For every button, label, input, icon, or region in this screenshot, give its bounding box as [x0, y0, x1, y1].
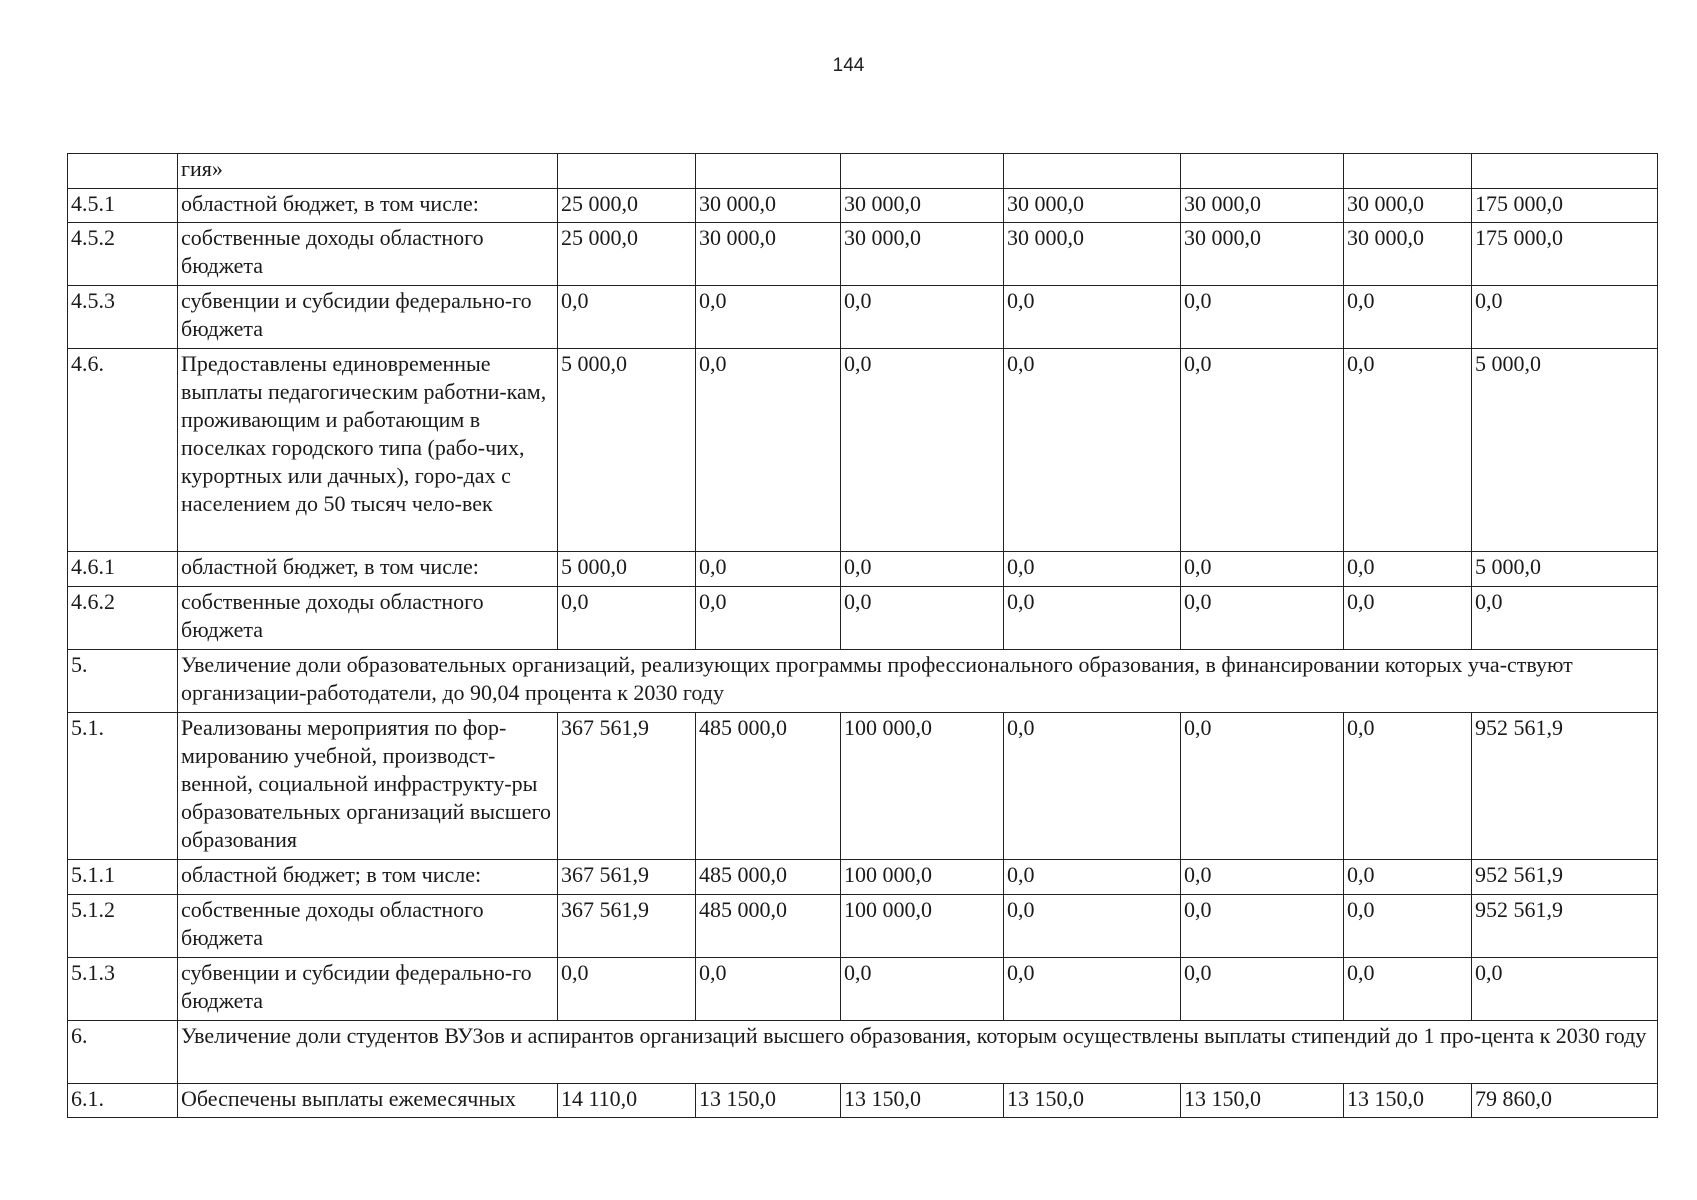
year-value-cell: 485 000,0 — [696, 860, 841, 895]
table-row — [68, 154, 1658, 189]
year-value-cell: 0,0 — [1344, 349, 1472, 552]
year-value-cell: 367 561,9 — [558, 860, 696, 895]
year-value-cell: 0,0 — [558, 587, 696, 650]
year-value-cell: 0,0 — [1181, 860, 1344, 895]
row-description-cell: субвенции и субсидии федерально-го бюджета — [178, 958, 558, 1021]
year-value-cell: 25 000,0 — [558, 189, 696, 223]
goal-row — [68, 1021, 1658, 1084]
row-code-cell: 5.1.1 — [68, 860, 178, 895]
year-value-cell — [841, 154, 1004, 189]
year-value-cell: 100 000,0 — [841, 713, 1004, 860]
year-value-cell: 0,0 — [1004, 860, 1181, 895]
year-value-cell: 30 000,0 — [1181, 223, 1344, 286]
page-number: 144 — [832, 55, 865, 76]
table-body — [68, 154, 1658, 1118]
year-value-cell — [696, 154, 841, 189]
year-value-cell: 0,0 — [1004, 552, 1181, 587]
year-value-cell: 0,0 — [1004, 895, 1181, 958]
table-row — [68, 587, 1658, 650]
row-description-cell: областной бюджет, в том числе: — [178, 189, 558, 223]
budget-table — [67, 153, 1658, 1118]
row-description-cell: субвенции и субсидии федерально-го бюджета — [178, 286, 558, 349]
table-row — [68, 552, 1658, 587]
year-value-cell — [558, 154, 696, 189]
year-value-cell: 0,0 — [841, 349, 1004, 552]
row-code-cell: 5.1. — [68, 713, 178, 860]
total-value-cell: 175 000,0 — [1472, 223, 1658, 286]
row-code-cell: 4.5.1 — [68, 189, 178, 223]
goal-description-cell: Увеличение доли студентов ВУЗов и аспирантов организаций высшего образования, которым осуществлены выплаты стипендий до 1 про-цента к 2030 году — [178, 1021, 1658, 1084]
year-value-cell: 485 000,0 — [696, 895, 841, 958]
year-value-cell: 367 561,9 — [558, 895, 696, 958]
table-row — [68, 286, 1658, 349]
row-code-cell — [68, 154, 178, 189]
row-description-cell: собственные доходы областного бюджета — [178, 895, 558, 958]
year-value-cell — [1344, 154, 1472, 189]
row-code-cell: 5. — [68, 650, 178, 713]
row-description-cell: Предоставлены единовременные выплаты педагогическим работни-кам, проживающим и работающим в поселках городского типа (рабо-чих, курортных или дачных), горо-дах с населением до 50 тысяч чело-век — [178, 349, 558, 552]
year-value-cell: 13 150,0 — [696, 1084, 841, 1118]
year-value-cell: 0,0 — [1344, 860, 1472, 895]
year-value-cell: 0,0 — [1181, 713, 1344, 860]
year-value-cell: 0,0 — [696, 349, 841, 552]
year-value-cell: 0,0 — [696, 958, 841, 1021]
year-value-cell: 14 110,0 — [558, 1084, 696, 1118]
total-value-cell: 0,0 — [1472, 587, 1658, 650]
year-value-cell: 13 150,0 — [1004, 1084, 1181, 1118]
total-value-cell: 79 860,0 — [1472, 1084, 1658, 1118]
year-value-cell: 485 000,0 — [696, 713, 841, 860]
table-row — [68, 1084, 1658, 1118]
row-description-cell: гия» — [178, 154, 558, 189]
year-value-cell: 0,0 — [1344, 587, 1472, 650]
total-value-cell — [1472, 154, 1658, 189]
year-value-cell: 0,0 — [841, 587, 1004, 650]
year-value-cell: 30 000,0 — [696, 223, 841, 286]
year-value-cell: 0,0 — [1181, 552, 1344, 587]
year-value-cell: 0,0 — [1004, 286, 1181, 349]
year-value-cell: 0,0 — [1004, 958, 1181, 1021]
year-value-cell: 0,0 — [1004, 349, 1181, 552]
year-value-cell: 0,0 — [696, 587, 841, 650]
year-value-cell: 30 000,0 — [1181, 189, 1344, 223]
year-value-cell: 30 000,0 — [696, 189, 841, 223]
year-value-cell: 0,0 — [1181, 958, 1344, 1021]
year-value-cell: 0,0 — [841, 286, 1004, 349]
year-value-cell: 0,0 — [1181, 286, 1344, 349]
row-description-cell: собственные доходы областного бюджета — [178, 587, 558, 650]
table-row — [68, 895, 1658, 958]
year-value-cell: 0,0 — [696, 286, 841, 349]
row-code-cell: 4.5.3 — [68, 286, 178, 349]
row-code-cell: 5.1.2 — [68, 895, 178, 958]
year-value-cell: 0,0 — [1004, 713, 1181, 860]
table-row — [68, 189, 1658, 223]
total-value-cell: 952 561,9 — [1472, 895, 1658, 958]
year-value-cell: 0,0 — [1181, 587, 1344, 650]
year-value-cell: 30 000,0 — [1344, 223, 1472, 286]
year-value-cell: 30 000,0 — [1004, 189, 1181, 223]
row-code-cell: 4.6. — [68, 349, 178, 552]
table-row — [68, 713, 1658, 860]
year-value-cell: 0,0 — [1344, 713, 1472, 860]
year-value-cell: 0,0 — [558, 286, 696, 349]
year-value-cell: 0,0 — [1344, 958, 1472, 1021]
year-value-cell: 0,0 — [1344, 552, 1472, 587]
year-value-cell: 100 000,0 — [841, 895, 1004, 958]
row-description-cell: областной бюджет, в том числе: — [178, 552, 558, 587]
year-value-cell: 0,0 — [1344, 286, 1472, 349]
row-description-cell: Обеспечены выплаты ежемесячных — [178, 1084, 558, 1118]
year-value-cell — [1181, 154, 1344, 189]
year-value-cell: 13 150,0 — [1181, 1084, 1344, 1118]
year-value-cell: 0,0 — [558, 958, 696, 1021]
year-value-cell: 13 150,0 — [1344, 1084, 1472, 1118]
row-description-cell: собственные доходы областного бюджета — [178, 223, 558, 286]
year-value-cell — [1004, 154, 1181, 189]
total-value-cell: 952 561,9 — [1472, 860, 1658, 895]
row-code-cell: 4.5.2 — [68, 223, 178, 286]
table-row — [68, 958, 1658, 1021]
row-code-cell: 4.6.1 — [68, 552, 178, 587]
total-value-cell: 5 000,0 — [1472, 552, 1658, 587]
year-value-cell: 25 000,0 — [558, 223, 696, 286]
total-value-cell: 175 000,0 — [1472, 189, 1658, 223]
year-value-cell: 30 000,0 — [841, 189, 1004, 223]
total-value-cell: 952 561,9 — [1472, 713, 1658, 860]
row-code-cell: 6.1. — [68, 1084, 178, 1118]
total-value-cell: 0,0 — [1472, 286, 1658, 349]
row-description-cell: Реализованы мероприятия по фор-мированию учебной, производст-венной, социальной инфраструкту-ры образовательных организаций высшего образования — [178, 713, 558, 860]
year-value-cell: 13 150,0 — [841, 1084, 1004, 1118]
total-value-cell: 0,0 — [1472, 958, 1658, 1021]
year-value-cell: 0,0 — [841, 958, 1004, 1021]
year-value-cell: 0,0 — [1181, 349, 1344, 552]
table-row — [68, 349, 1658, 552]
year-value-cell: 30 000,0 — [1344, 189, 1472, 223]
year-value-cell: 5 000,0 — [558, 552, 696, 587]
row-code-cell: 6. — [68, 1021, 178, 1084]
year-value-cell: 30 000,0 — [1004, 223, 1181, 286]
total-value-cell: 5 000,0 — [1472, 349, 1658, 552]
year-value-cell: 0,0 — [1004, 587, 1181, 650]
table-row — [68, 223, 1658, 286]
table-row — [68, 860, 1658, 895]
year-value-cell: 30 000,0 — [841, 223, 1004, 286]
year-value-cell: 0,0 — [696, 552, 841, 587]
year-value-cell: 5 000,0 — [558, 349, 696, 552]
row-code-cell: 5.1.3 — [68, 958, 178, 1021]
row-code-cell: 4.6.2 — [68, 587, 178, 650]
year-value-cell: 0,0 — [1344, 895, 1472, 958]
year-value-cell: 0,0 — [841, 552, 1004, 587]
year-value-cell: 367 561,9 — [558, 713, 696, 860]
goal-row — [68, 650, 1658, 713]
row-description-cell: областной бюджет; в том числе: — [178, 860, 558, 895]
year-value-cell: 0,0 — [1181, 895, 1344, 958]
year-value-cell: 100 000,0 — [841, 860, 1004, 895]
goal-description-cell: Увеличение доли образовательных организаций, реализующих программы профессионального образования, в финансировании которых уча-ствуют организации-работодатели, до 90,04 процента к 2030 году — [178, 650, 1658, 713]
